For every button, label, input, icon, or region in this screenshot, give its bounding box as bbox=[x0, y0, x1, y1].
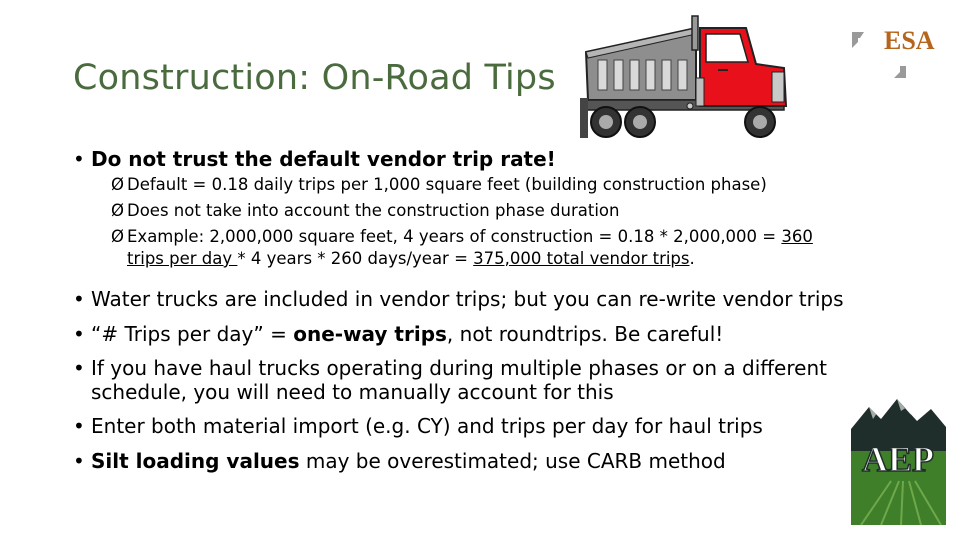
bullet-vendor-trip-rate: • Do not trust the default vendor trip rate! bbox=[73, 147, 556, 171]
bullet-icon: • bbox=[73, 147, 85, 171]
esa-logo-text: ESA bbox=[884, 28, 935, 55]
bullet-icon: • bbox=[73, 414, 85, 438]
bullet-icon: • bbox=[73, 449, 85, 473]
arrow-bullet-icon: Ø bbox=[111, 227, 124, 246]
slide-body bbox=[73, 146, 873, 474]
bullet-icon: • bbox=[73, 322, 85, 346]
bullet-material-import: • Enter both material import (e.g. CY) and trips per day for haul trips bbox=[73, 414, 763, 438]
bullet-haul-trucks: • If you have haul trucks operating during multiple phases or on a different schedule, you will need to manually account for this bbox=[73, 356, 827, 404]
esa-logo bbox=[850, 28, 938, 78]
arrow-bullet-icon: Ø bbox=[111, 175, 124, 194]
bullet-silt-loading: • Silt loading values may be overestimated; use CARB method bbox=[73, 449, 726, 473]
slide-title: Construction: On-Road Tips bbox=[73, 58, 556, 98]
aep-logo-text: AEP bbox=[862, 439, 934, 479]
bullet-icon: • bbox=[73, 356, 85, 380]
sub-bullet-default: Ø Default = 0.18 daily trips per 1,000 square feet (building construction phase) bbox=[73, 172, 873, 198]
arrow-bullet-icon: Ø bbox=[111, 201, 124, 220]
bullet-trips-per-day: • “# Trips per day” = one-way trips, not roundtrips. Be careful! bbox=[73, 322, 724, 346]
sub-bullet-example: Ø Example: 2,000,000 square feet, 4 years of construction = 0.18 * 2,000,000 = 360 trips per day * 4 years * 260 days/year = 375,000 total vendor trips. bbox=[111, 227, 813, 268]
bullet-water-trucks: • Water trucks are included in vendor trips; but you can re-write vendor trips bbox=[73, 287, 844, 311]
dump-truck-image bbox=[578, 14, 794, 142]
sub-bullet-duration: Ø Does not take into account the construction phase duration bbox=[73, 198, 873, 224]
bullet-icon: • bbox=[73, 287, 85, 311]
